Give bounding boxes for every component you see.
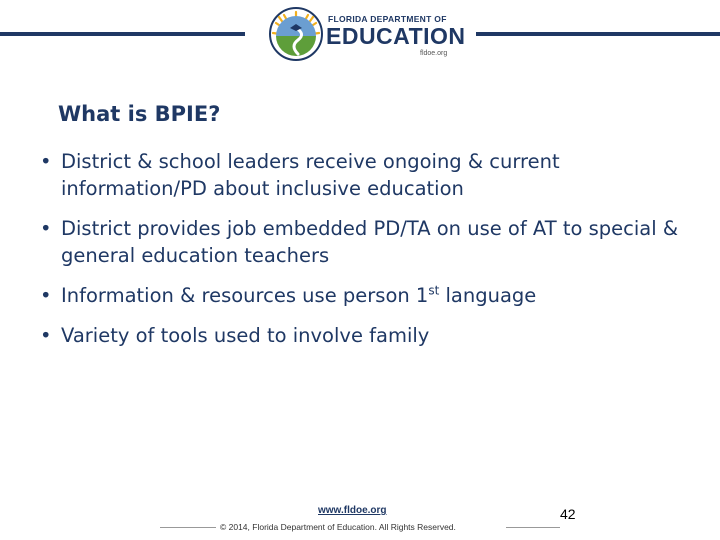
header-rule-left [0, 32, 245, 36]
bullet-marker: • [40, 324, 52, 347]
bullet-text: District & school leaders receive ongoing & current information/PD about inclusive education [61, 150, 560, 200]
fldoe-logo [262, 4, 466, 64]
footer-website-link[interactable]: www.fldoe.org [318, 505, 387, 516]
bullet-marker: • [40, 150, 52, 173]
bullet-text: Variety of tools used to involve family [61, 324, 430, 347]
bullet-text: District provides job embedded PD/TA on use of AT to special & general education teachers [61, 217, 679, 267]
bullet-marker: • [40, 217, 52, 240]
logo-line-education: EDUCATION [326, 23, 466, 49]
bullet-marker: • [40, 284, 52, 307]
bullet-item [40, 148, 710, 202]
bullet-text-part: Information & resources use person 1 [61, 284, 429, 307]
bullet-item [40, 215, 710, 269]
logo-line-department: FLORIDA DEPARTMENT OF [328, 14, 447, 24]
page-number: 42 [560, 506, 576, 522]
bullet-superscript: st [428, 283, 440, 298]
bullet-item [40, 322, 710, 349]
slide-title: What is BPIE? [58, 102, 221, 126]
sun-seal-icon [268, 6, 324, 62]
footer-rule-right [506, 527, 560, 528]
bullet-item [40, 282, 710, 309]
bullet-list [40, 148, 710, 362]
header-rule-right [476, 32, 720, 36]
footer-copyright: © 2014, Florida Department of Education. All Rights Reserved. [220, 522, 456, 532]
footer-rule-left [160, 527, 216, 528]
bullet-text-part: language [439, 284, 537, 307]
logo-line-website: fldoe.org [420, 50, 448, 57]
